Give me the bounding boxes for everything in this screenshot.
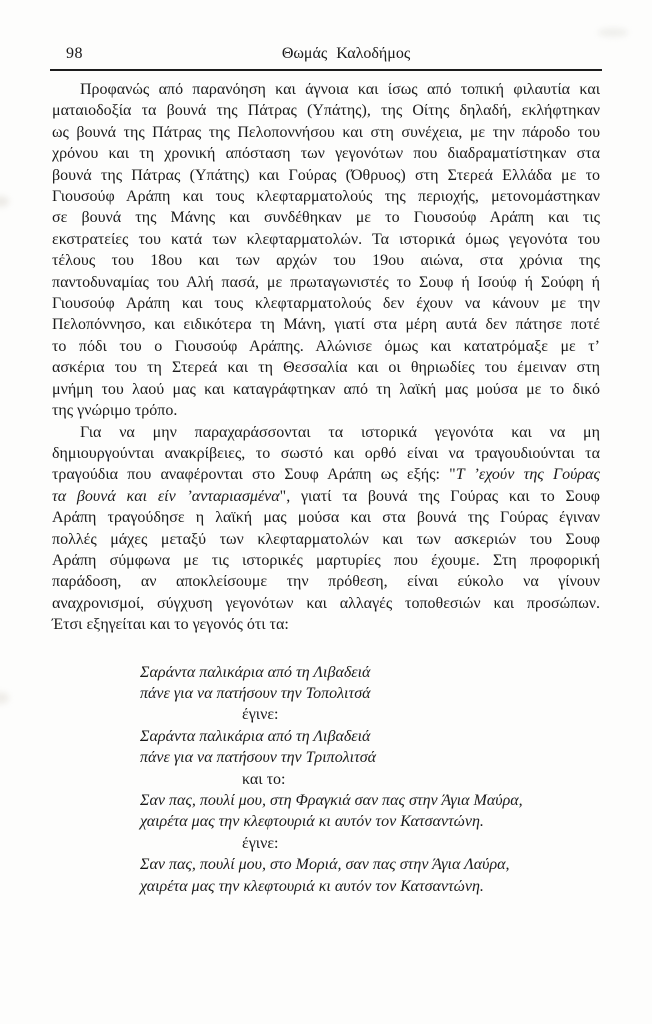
verse-block [52, 662, 600, 897]
text-segment: τέλους του 18ου και των αρχών του 19ου αιώνα, στα χρόνια της [52, 252, 600, 270]
text-line [52, 593, 600, 614]
text-segment: το πόδι του ο Γιουσούφ Αράπης. Αλώνισε όμως και κατατρόμαξε με τ’ [52, 337, 600, 355]
verse-line: Σαν πας, πουλί μου, στη Φραγκιά σαν πας στην Άγια Μαύρα, [140, 792, 523, 809]
verse-line: Σαν πας, πουλί μου, στο Μοριά, σαν πας στην Άγια Λαύρα, [140, 856, 510, 874]
header-rule [50, 69, 602, 71]
text-line [52, 357, 600, 378]
text-line [52, 186, 600, 207]
text-segment: αναχρονισμοί, σύγχυση γεγονότων και αλλαγές τοποθεσιών και προσώπων. [52, 594, 600, 612]
text-segment: ματαιοδοξία τα βουνά της Πάτρας (Υπάτης), της Οίτης δηλαδή, εκλήφτηκαν [52, 102, 600, 120]
text-line [52, 422, 600, 443]
text-line [52, 122, 600, 143]
text-line [52, 293, 600, 314]
scan-artifact [598, 28, 628, 37]
text-segment: βουνά της Πάτρας (Υπάτης) και Γούρας (Όθρυος) στη Στερεά Ελλάδα με το [52, 166, 600, 184]
text-line [52, 400, 600, 421]
text-segment: Πελοπόννησο, και ειδικότερα τη Μάνη, γιατί στα μέρη αυτά δεν πάτησε ποτέ [52, 316, 600, 334]
text-segment: χρόνου και τη χρονική απόσταση των γεγονότων που διαδραματίστηκαν στα [52, 145, 600, 163]
text-segment: ασκέρια του τη Στερεά και τη Θεσσαλία και οι θηριωδίες του έμειναν στη [52, 359, 600, 377]
scan-artifact [0, 692, 9, 704]
text-line [52, 486, 600, 507]
text-line [52, 207, 600, 228]
paragraph [52, 422, 600, 636]
text-line [52, 165, 600, 186]
text-line [52, 100, 600, 121]
text-segment: σε βουνά της Μάνης και συνδέθηκαν με το Γιουσούφ Αράπη και τις [52, 209, 600, 227]
verse-line: πάνε για να πατήσουν την Τριπολιτσά [140, 749, 377, 767]
page-body [52, 79, 600, 897]
text-line [52, 507, 600, 528]
text-segment: παράδοση, αν αποκλείσουμε την πρόθεση, είναι εύκολο να γίνουν [52, 573, 600, 591]
text-segment: Γιουσούφ Αράπη και τους κλεφταρματολούς της περιοχής, μετονομάστηκαν [52, 188, 600, 206]
text-segment: παντοδυναμίας του Αλή πασά, με πρωταγωνιστές το Σουφ ή Ισούφ ή Σούφη ή [52, 273, 600, 291]
text-line [52, 143, 600, 164]
scan-artifact [0, 196, 9, 207]
text-line [52, 529, 600, 550]
text-line [52, 79, 600, 100]
verse-connector-label: έγινε: [242, 834, 279, 852]
text-segment: ", γιατί τα βουνά της Γούρας και το Σουφ [279, 487, 601, 505]
text-line [52, 571, 600, 592]
text-line [52, 379, 600, 400]
text-segment: Αράπη τραγούδησε η λαϊκή μας μούσα και στα βουνά της Γούρας έγιναν [52, 509, 600, 527]
text-segment: τραγούδια που αναφέρονται στο Σουφ Αράπη ως εξής: " [52, 466, 456, 484]
verse-line: Σαράντα παλικάρια από τη Λιβαδειά [140, 727, 371, 745]
text-line [52, 272, 600, 293]
text-segment: μνήμη του λαού μας και καταγράφτηκαν από τη λαϊκή μας μούσα με το δικό [52, 380, 600, 398]
paragraph [52, 79, 600, 422]
text-segment: πολλές μάχες μεταξύ των κλεφταρματολών και των ασκεριών του Σουφ [52, 530, 600, 548]
text-segment: εκστρατείες του κατά των κλεφταρματολών. Τα ιστορικά όμως γεγονότα του [52, 230, 600, 248]
text-segment: της γνώριμο τρόπο. [52, 402, 178, 420]
text-line [52, 443, 600, 464]
text-line [52, 550, 600, 571]
quoted-song-title: Τ ’εχούν της Γούρας [455, 466, 601, 484]
text-segment: Προφανώς από παρανόηση και άγνοια και ίσως από τοπική φιλαυτία και [80, 81, 600, 98]
text-segment: ως βουνά της Πάτρας της Πελοποννήσου και στη συνέχεια, με την πάροδο του [52, 123, 600, 141]
text-segment: Γιουσούφ Αράπη και τους κλεφταρματολούς δεν έχουν να κάνουν με την [52, 295, 600, 313]
verse-connector-label: έγινε: [242, 706, 279, 724]
page-header [52, 45, 600, 67]
page-number: 98 [66, 45, 83, 62]
text-line [52, 614, 600, 635]
text-line [52, 336, 600, 357]
text-line [52, 229, 600, 250]
quoted-song-title: τα βουνά και είν ’ανταριασμένα [52, 487, 280, 505]
verse-line: χαιρέτα μας την κλεφτουριά κι αυτόν τον Κατσαντώνη. [140, 877, 484, 895]
verse-line: χαιρέτα μας την κλεφτουριά κι αυτόν τον Κατσαντώνη. [140, 813, 484, 831]
verse-line: Σαράντα παλικάρια από τη Λιβαδειά [140, 663, 371, 681]
text-line [52, 464, 600, 485]
text-line [52, 250, 600, 271]
verse-connector-label: και το: [242, 770, 286, 788]
text-segment: Έτσι εξηγείται και το γεγονός ότι τα: [52, 616, 289, 634]
running-head: Θωμάς Καλοδήμος [281, 45, 411, 62]
text-line [52, 314, 600, 335]
verse-line: πάνε για να πατήσουν την Τοπολιτσά [140, 684, 371, 702]
text-segment: Αράπη σύμφωνα με τις ιστορικές μαρτυρίες που έχουμε. Στη προφορική [52, 551, 600, 569]
text-segment: Για να μην παραχαράσσονται τα ιστορικά γεγονότα και να μη [80, 423, 600, 441]
text-segment: δημιουργούνται ανακρίβειες, το σωστό και ορθό είναι να τραγουδιούνται τα [52, 444, 600, 462]
